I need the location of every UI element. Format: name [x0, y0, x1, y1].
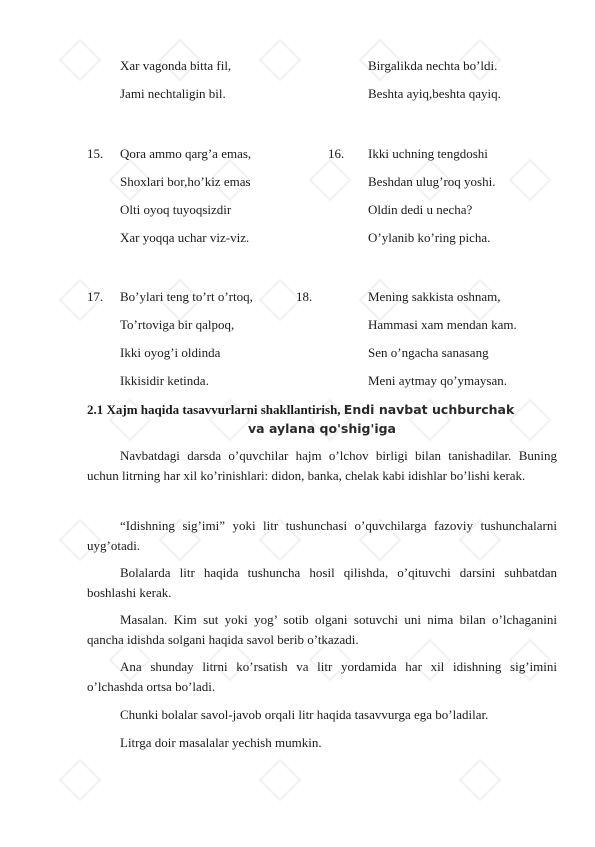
- riddle-18-number: 18.: [296, 289, 313, 304]
- riddle-16-number: 16.: [328, 146, 345, 161]
- riddle-17-line: Ikkisidir ketinda.: [120, 373, 209, 388]
- section-heading-alt: Endi navbat uchburchak: [343, 402, 515, 417]
- paragraph: Chunki bolalar savol-javob orqali litr haqida tasavvurga ega bo’ladilar.: [120, 707, 489, 722]
- riddle-18-line: Mening sakkista oshnam,: [368, 289, 501, 304]
- paragraph: “Idishning sig’imi” yoki litr tushunchasi o’quvchilarga fazoviy tushunchalarni uyg’otadi.: [87, 518, 557, 553]
- paragraph: Ana shunday litrni ko’rsatish va litr yordamida har xil idishning sig’imini o’lchashda ortsa bo’ladi.: [87, 659, 557, 694]
- riddle-17-number: 17.: [87, 289, 104, 304]
- riddle-17-line: Bo’ylari teng to’rt o’rtoq,: [120, 289, 253, 304]
- riddle-16-line: Beshdan ulug’roq yoshi.: [368, 174, 496, 189]
- riddle-line: Beshta ayiq,beshta qayiq.: [368, 86, 501, 101]
- riddle-line: Jami nechtaligin bil.: [120, 86, 226, 101]
- riddle-17-line: To’rtoviga bir qalpoq,: [120, 317, 235, 332]
- paragraph: Navbatdagi darsda o’quvchilar hajm o’lchov birligi bilan tanishadilar. Buning uchun litrning har xil ko’rinishlari: didon, banka, chelak kabi idishlar bo’lishi kerak.: [87, 448, 557, 483]
- riddle-line: Xar vagonda bitta fil,: [120, 58, 232, 73]
- paragraph: Masalan. Kim sut yoki yog’ sotib olgani sotuvchi uni nima bilan o’lchaganini qancha idishda solgani haqida savol berib o’tkazadi.: [87, 612, 557, 647]
- riddle-18-line: Sen o’ngacha sanasang: [368, 345, 489, 360]
- riddle-line: Birgalikda nechta bo’ldi.: [368, 58, 498, 73]
- riddle-16-line: Oldin dedi u necha?: [368, 202, 473, 217]
- riddle-18-line: Meni aytmay qo’ymaysan.: [368, 373, 507, 388]
- section-heading-alt-line2: va aylana qo'shig'iga: [248, 421, 396, 436]
- riddle-15-line: Qora ammo qarg’a emas,: [120, 146, 252, 161]
- paragraph: Litrga doir masalalar yechish mumkin.: [120, 735, 322, 750]
- riddle-16-line: O’ylanib ko’ring picha.: [368, 230, 491, 245]
- riddle-15-line: Olti oyoq tuyoqsizdir: [120, 202, 232, 217]
- riddle-15-line: Xar yoqqa uchar viz-viz.: [120, 230, 250, 245]
- riddle-16-line: Ikki uchning tengdoshi: [368, 146, 488, 161]
- riddle-17-line: Ikki oyog’i oldinda: [120, 345, 221, 360]
- riddle-15-line: Shoxlari bor,ho’kiz emas: [120, 174, 251, 189]
- paragraph: Bolalarda litr haqida tushuncha hosil qilishda, o’qituvchi darsini suhbatdan boshlashi kerak.: [87, 565, 557, 600]
- riddle-15-number: 15.: [87, 146, 104, 161]
- riddle-18-line: Hammasi xam mendan kam.: [368, 317, 517, 332]
- section-heading-main: 2.1 Xajm haqida tasavvurlarni shakllantirish,: [87, 402, 341, 417]
- section-heading: [87, 401, 557, 438]
